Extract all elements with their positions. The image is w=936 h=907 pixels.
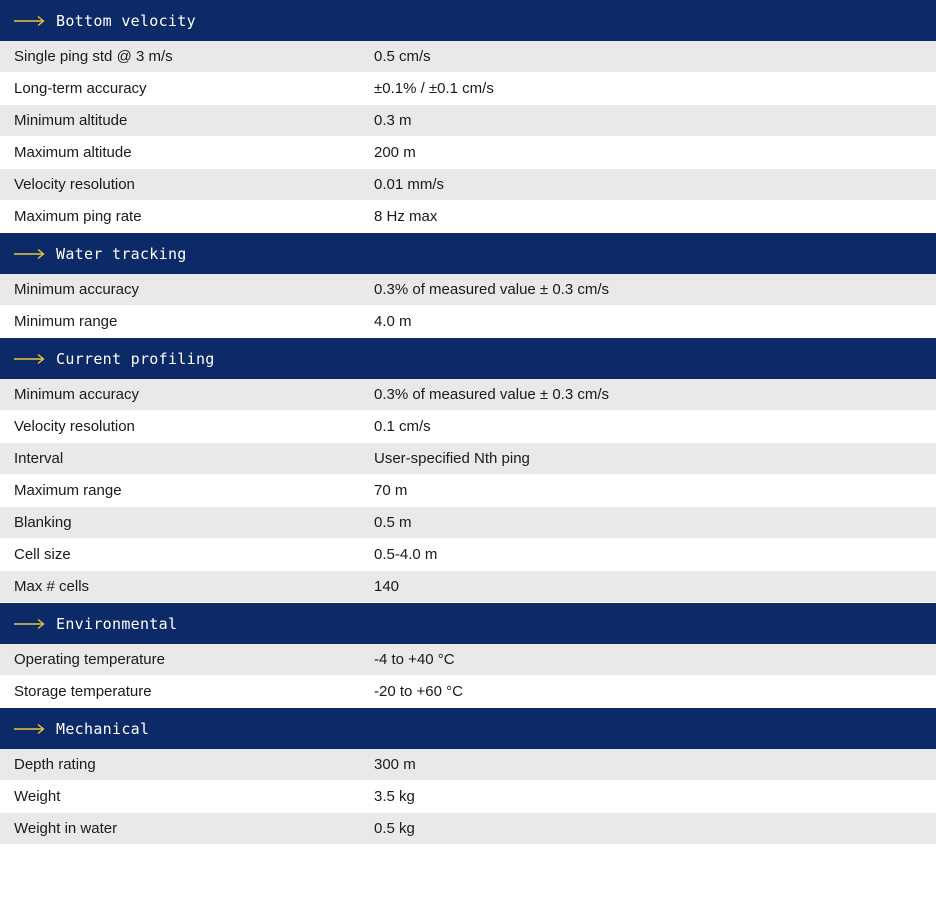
spec-row	[0, 749, 936, 781]
spec-value: 0.5-4.0 m	[374, 546, 438, 563]
section-title: Mechanical	[56, 719, 150, 738]
spec-row	[0, 274, 936, 306]
spec-value: -4 to +40 °C	[374, 651, 455, 668]
spec-row	[0, 169, 936, 201]
spec-row	[0, 676, 936, 708]
section-header	[0, 708, 936, 749]
spec-value: 70 m	[374, 482, 408, 499]
spec-value: 3.5 kg	[374, 788, 415, 805]
spec-value: ±0.1% / ±0.1 cm/s	[374, 80, 494, 97]
spec-value: 0.3 m	[374, 112, 412, 129]
spec-value: 200 m	[374, 144, 416, 161]
arrow-right-icon	[14, 353, 46, 365]
section-header	[0, 603, 936, 644]
spec-value: 0.01 mm/s	[374, 176, 445, 193]
spec-label: Maximum ping rate	[14, 208, 142, 225]
section-header	[0, 338, 936, 379]
spec-label: Weight	[14, 788, 61, 805]
spec-value: 0.5 kg	[374, 820, 415, 837]
spec-label: Minimum accuracy	[14, 386, 140, 403]
arrow-right-icon	[14, 248, 46, 260]
spec-value: 0.3% of measured value ± 0.3 cm/s	[374, 281, 610, 298]
spec-label: Maximum range	[14, 482, 122, 499]
spec-label: Minimum altitude	[14, 112, 128, 129]
spec-row	[0, 539, 936, 571]
spec-label: Operating temperature	[14, 651, 165, 668]
spec-label: Velocity resolution	[14, 418, 135, 435]
spec-value: 8 Hz max	[374, 208, 438, 225]
spec-label: Single ping std @ 3 m/s	[14, 48, 173, 65]
spec-row	[0, 137, 936, 169]
spec-label: Blanking	[14, 514, 72, 531]
spec-row	[0, 644, 936, 676]
section-title: Bottom velocity	[56, 11, 196, 30]
spec-label: Weight in water	[14, 820, 118, 837]
arrow-right-icon	[14, 723, 46, 735]
spec-value: 300 m	[374, 756, 416, 773]
spec-row	[0, 781, 936, 813]
spec-value: 0.5 cm/s	[374, 48, 431, 65]
spec-label: Cell size	[14, 546, 71, 563]
spec-row	[0, 571, 936, 603]
spec-label: Minimum accuracy	[14, 281, 140, 298]
spec-row	[0, 507, 936, 539]
spec-value: 0.3% of measured value ± 0.3 cm/s	[374, 386, 610, 403]
spec-row	[0, 813, 936, 845]
spec-row	[0, 41, 936, 73]
spec-label: Depth rating	[14, 756, 96, 773]
spec-label: Interval	[14, 450, 64, 467]
spec-row	[0, 306, 936, 338]
spec-value: 4.0 m	[374, 313, 412, 330]
spec-label: Minimum range	[14, 313, 118, 330]
arrow-right-icon	[14, 618, 46, 630]
spec-label: Maximum altitude	[14, 144, 132, 161]
section-header	[0, 0, 936, 41]
spec-value: -20 to +60 °C	[374, 683, 463, 700]
section-title: Water tracking	[56, 244, 187, 263]
spec-label: Storage temperature	[14, 683, 152, 700]
section-title: Environmental	[56, 614, 178, 633]
section-title: Current profiling	[56, 349, 215, 368]
spec-label: Max # cells	[14, 578, 90, 595]
spec-row	[0, 411, 936, 443]
spec-row	[0, 105, 936, 137]
spec-row	[0, 475, 936, 507]
spec-row	[0, 443, 936, 475]
spec-label: Long-term accuracy	[14, 80, 147, 97]
spec-value: 0.5 m	[374, 514, 412, 531]
arrow-right-icon	[14, 15, 46, 27]
spec-value: 0.1 cm/s	[374, 418, 431, 435]
spec-label: Velocity resolution	[14, 176, 135, 193]
spec-row	[0, 73, 936, 105]
spec-row	[0, 379, 936, 411]
section-header	[0, 233, 936, 274]
spec-row	[0, 201, 936, 233]
spec-value: User-specified Nth ping	[374, 450, 530, 467]
spec-value: 140	[374, 578, 400, 595]
